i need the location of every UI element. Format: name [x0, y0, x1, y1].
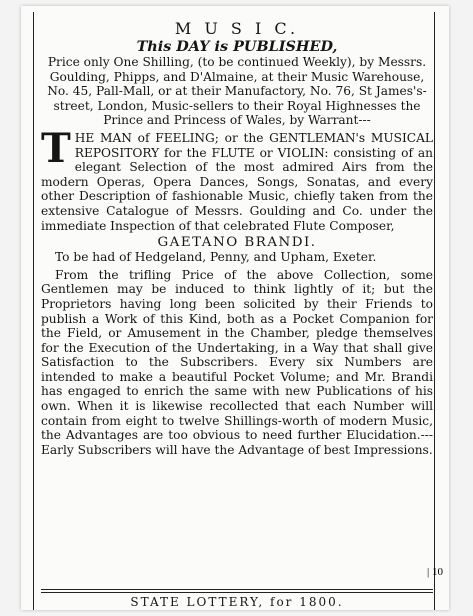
- column-rule-right: [434, 12, 435, 610]
- newspaper-page: [21, 6, 449, 610]
- bottom-rule: [41, 589, 433, 590]
- next-section-heading: STATE LOTTERY, for 1800.: [130, 595, 344, 609]
- bottom-rule-second: [41, 592, 433, 593]
- advertisement-text: HE MAN of FEELING; or the GENTLEMAN's MUSICAL REPOSITORY for the FLUTE or VIOLIN: consisting of an elegant Selection of the most admired Airs from the modern Operas, Opera Dances, Songs, Sonatas, and every other Description of fashionable Music, chiefly taken from the extensive Catalogue of Messrs. Goulding and Co. under the immediate Inspection of that celebrated Flute Composer,: [41, 130, 433, 233]
- drop-cap: T: [41, 124, 71, 172]
- section-heading: M U S I C.: [174, 19, 300, 38]
- advert-column: [41, 20, 433, 457]
- advertisement: [41, 124, 433, 265]
- advertisement-body: From the trifling Price of the above Collection, some Gentlemen may be induced to think lightly of it; but the Proprietors having long been solicited by their Friends to publish a Work of this Kind, both as a Pocket Companion for the Field, or Amusement in the Chamber, pledge themselves for the Execution of the Undertaking, in a Way that shall give Satisfaction to the Subscribers. Every six Numbers are intended to make a beautiful Pocket Volume; and Mr. Brandi has engaged to enrich the same with new Publications of his own. When it is likewise recollected that each Number will contain from eight to twelve Shillings-worth of modern Music, the Advantages are too obvious to need further Elucidation.---Early Subscribers will have the Advantage of best Impressions.: [41, 267, 433, 457]
- composer-name: GAETANO BRANDI.: [157, 235, 317, 251]
- publication-notice-heading: This DAY is PUBLISHED,: [136, 38, 338, 55]
- column-rule-left: [33, 12, 34, 610]
- sales-agents: To be had of Hedgeland, Penny, and Upham, Exeter.: [55, 250, 377, 265]
- signature-mark: | 10: [427, 566, 443, 578]
- publication-notice: Price only One Shilling, (to be continued Weekly), by Messrs. Goulding, Phipps, and D'Almaine, at their Music Warehouse, No. 45, Pall-Mall, or at their Manufactory, No. 76, St James's-street, London, Music-sellers to their Royal Highnesses the Prince and Princess of Wales, by Warrant---: [47, 55, 427, 128]
